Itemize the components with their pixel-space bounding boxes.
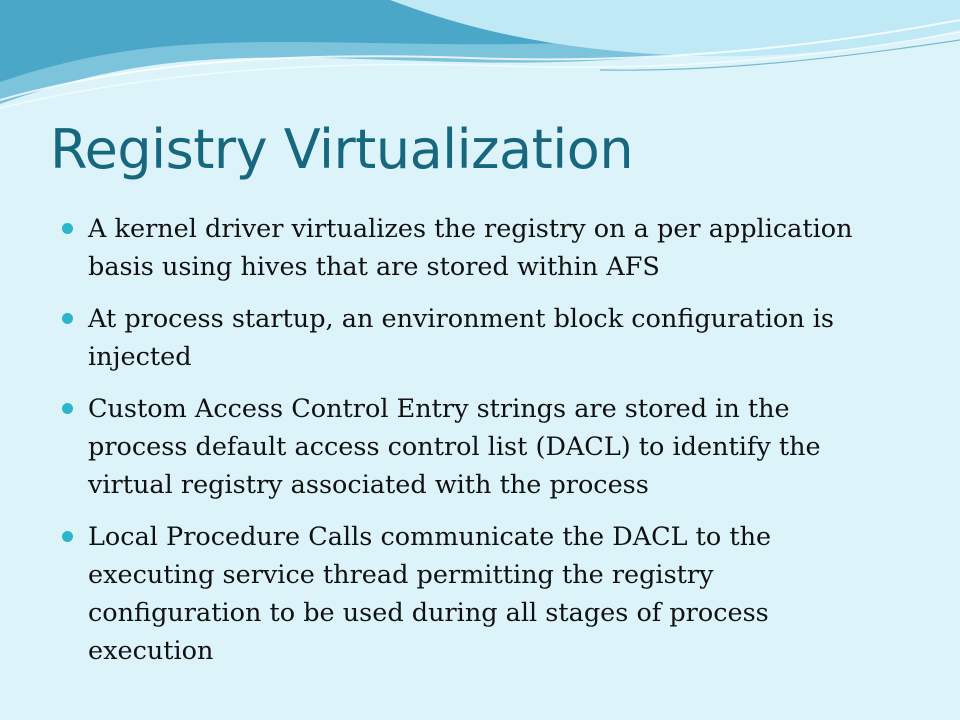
- bullet-dot-icon: [62, 531, 73, 542]
- bullet-dot-icon: [62, 403, 73, 414]
- header-wave-decoration: [0, 0, 960, 120]
- bullet-text: A kernel driver virtualizes the registry on a per application basis using hives that are stored within AFS: [88, 214, 853, 282]
- bullet-item: [62, 518, 892, 670]
- bullet-list: [62, 210, 892, 684]
- bullet-text: Custom Access Control Entry strings are stored in the process default access control list (DACL) to identify the virtual registry associated with the process: [88, 394, 821, 500]
- bullet-text: Local Procedure Calls communicate the DACL to the executing service thread permitting the registry configuration to be used during all stages of process execution: [88, 522, 772, 666]
- bullet-item: [62, 390, 892, 504]
- bullet-text: At process startup, an environment block configuration is injected: [88, 304, 834, 372]
- bullet-item: [62, 210, 892, 286]
- bullet-dot-icon: [62, 313, 73, 324]
- slide-title: Registry Virtualization: [50, 118, 634, 181]
- bullet-dot-icon: [62, 223, 73, 234]
- bullet-item: [62, 300, 892, 376]
